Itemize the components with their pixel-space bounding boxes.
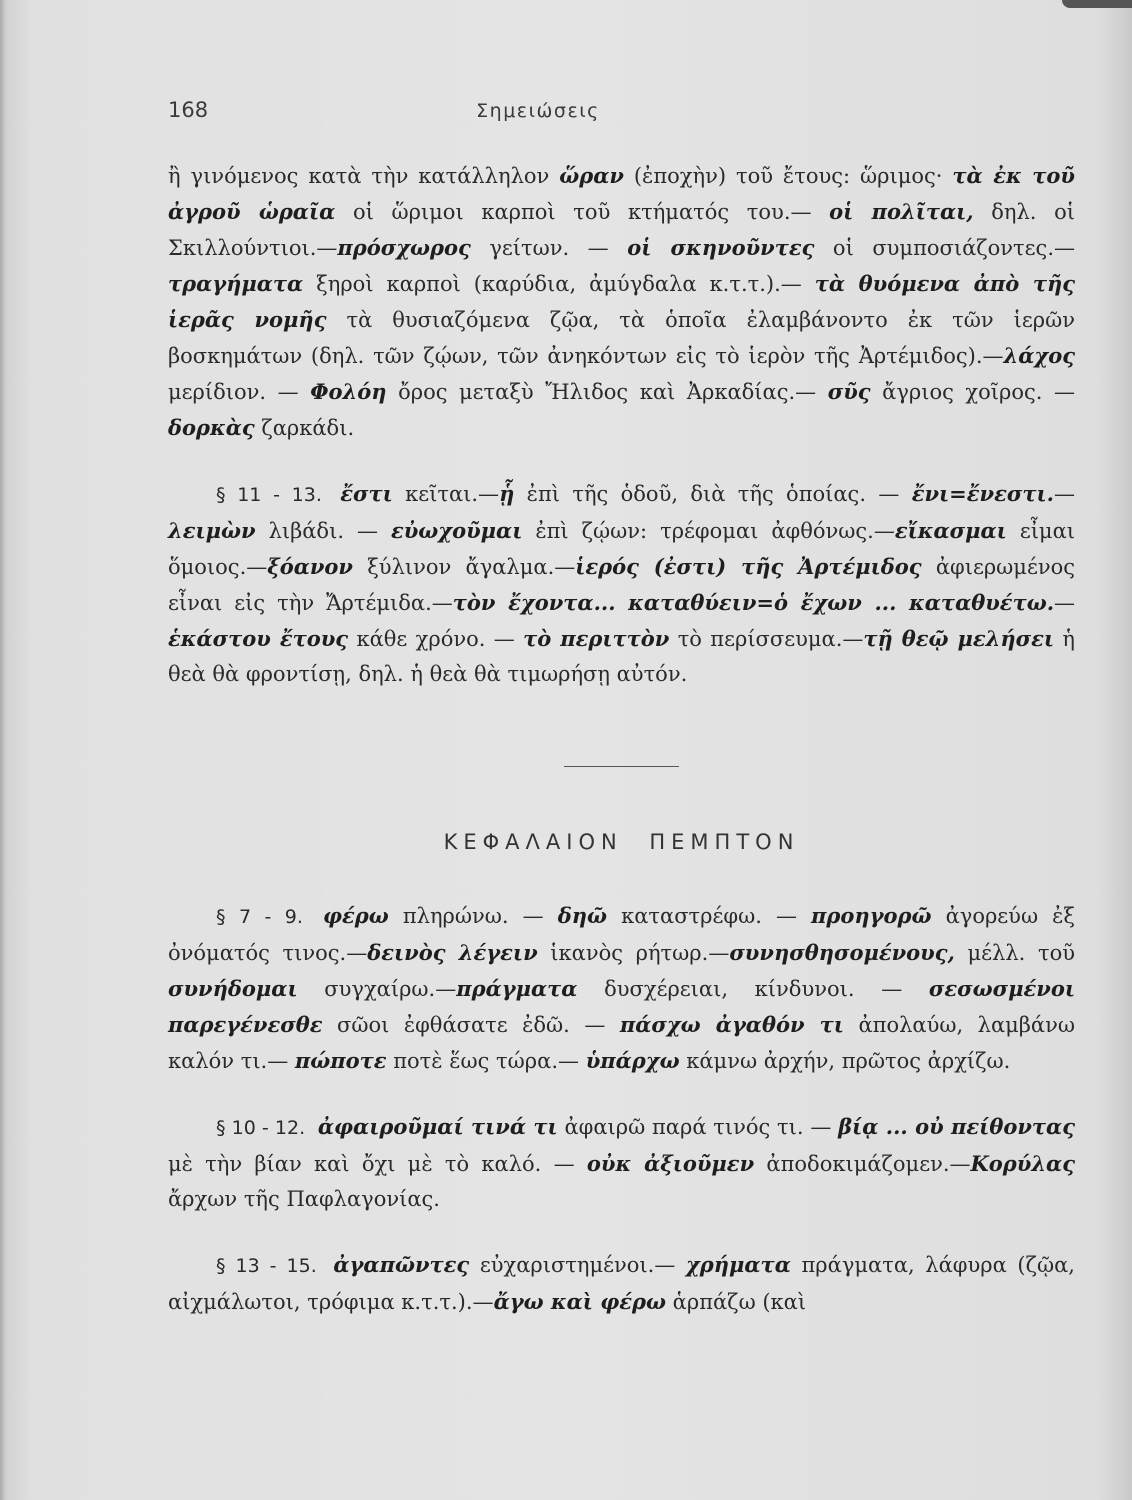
gloss-text: ξηροὶ καρποὶ (καρύδια, ἀμύγδαλα κ.τ.τ.).— bbox=[303, 272, 815, 296]
glossed-term: ξόανον bbox=[267, 554, 354, 579]
glossed-term: χρήματα bbox=[685, 1252, 791, 1277]
gloss-text: πράγματα, λάφυρα (ζῷα, αἰχμάλωτοι, τρόφιμα κ.τ.τ.).— bbox=[168, 1253, 1075, 1314]
glossed-term: οἱ πολῖται, bbox=[829, 199, 974, 224]
paragraph-gap bbox=[168, 1217, 1075, 1247]
note-paragraph-section bbox=[168, 1247, 1075, 1320]
glossed-term: πρόσχωρος bbox=[337, 235, 471, 260]
gloss-text: ἄρχων τῆς Παφλαγονίας. bbox=[168, 1187, 440, 1211]
glossed-term: ὥραν bbox=[559, 163, 624, 188]
gloss-text: μέλλ. τοῦ bbox=[954, 941, 1075, 965]
gloss-text: ὄρος μεταξὺ Ἤλιδος καὶ Ἀρκαδίας.— bbox=[386, 380, 828, 404]
glossed-term: συνήδομαι bbox=[168, 976, 298, 1001]
glossed-term: προηγορῶ bbox=[811, 903, 932, 928]
notes-block-top bbox=[168, 158, 1075, 692]
glossed-term: οἱ σκηνοῦντες bbox=[627, 235, 815, 260]
glossed-term: Φολόη bbox=[310, 379, 387, 404]
gloss-text: — bbox=[1054, 591, 1076, 615]
gloss-text: ἐπὶ ζῴων: τρέφομαι ἀφθόνως.— bbox=[522, 519, 895, 543]
gloss-text: πληρώνω. — bbox=[388, 904, 558, 928]
scan-corner-mark bbox=[1062, 0, 1132, 8]
note-paragraph-section bbox=[168, 476, 1075, 692]
gloss-text: ἄγριος χοῖρος. — bbox=[870, 380, 1076, 404]
glossed-term: εἴκασμαι bbox=[894, 518, 1007, 543]
paragraph-gap bbox=[168, 446, 1075, 476]
gloss-text: ξύλινον ἄγαλμα.— bbox=[353, 555, 576, 579]
gloss-text: δηλ. οἱ Σκιλλούντιοι.— bbox=[168, 200, 1075, 260]
glossed-term: ᾗ bbox=[499, 481, 515, 506]
section-ref: § 7 - 9. bbox=[216, 906, 303, 928]
gloss-text: μερίδιον. — bbox=[168, 380, 311, 404]
gloss-text: συγχαίρω.— bbox=[297, 977, 457, 1001]
glossed-term: ἀφαιροῦμαί τινά τι bbox=[317, 1114, 558, 1139]
gloss-text: ἱκανὸς ρήτωρ.— bbox=[537, 941, 730, 965]
gloss-text: οἱ συμποσιάζοντες.— bbox=[814, 236, 1075, 260]
gloss-text: — bbox=[1053, 482, 1075, 506]
page-header bbox=[168, 96, 908, 128]
glossed-term: ἱερός (ἐστι) τῆς Ἀρτέμιδος bbox=[575, 554, 922, 579]
gloss-text: εὐχαριστημένοι.— bbox=[469, 1253, 686, 1277]
gloss-text: ἢ γινόμενος κατὰ τὴν κατάλληλον bbox=[168, 164, 560, 188]
gloss-text: τὸ περίσσευμα.— bbox=[669, 627, 864, 651]
glossed-term: ὑπάρχω bbox=[585, 1048, 680, 1073]
running-head: Σημειώσεις bbox=[476, 100, 600, 122]
gloss-text: ἡ θεὰ θὰ φροντίσῃ, δηλ. ἡ θεὰ θὰ τιμωρήσῃ αὐτόν. bbox=[168, 627, 1075, 686]
gloss-text: κάθε χρόνο. — bbox=[348, 627, 524, 651]
gloss-text: ἀποδοκιμάζομεν.— bbox=[754, 1152, 971, 1176]
glossed-term: τῇ θεῷ μελήσει bbox=[863, 626, 1055, 651]
gloss-text: ζαρκάδι. bbox=[254, 416, 355, 440]
glossed-term: δηῶ bbox=[557, 903, 608, 928]
page-edge-shadow bbox=[0, 0, 6, 1500]
gloss-text: ἀπολαύω, λαμβάνω καλόν τι.— bbox=[168, 1013, 1075, 1073]
glossed-term: ἔστι bbox=[340, 481, 393, 506]
glossed-term: πράγματα bbox=[456, 976, 578, 1001]
section-ref: § 10 - 12. bbox=[216, 1117, 306, 1139]
glossed-term: τὰ θυόμενα ἀπὸ τῆς ἱερᾶς νομῆς bbox=[168, 271, 1076, 332]
glossed-term: ἄγω καὶ φέρω bbox=[493, 1289, 666, 1314]
glossed-term: δεινὸς λέγειν bbox=[367, 940, 538, 965]
chapter-title: ΚΕΦΑΛΑΙΟΝ ΠΕΜΠΤΟΝ bbox=[443, 830, 800, 854]
glossed-term: οὐκ ἀξιοῦμεν bbox=[586, 1151, 755, 1176]
glossed-term: συνησθησομένους, bbox=[729, 940, 955, 965]
glossed-term: πάσχω ἀγαθόν τι bbox=[619, 1012, 844, 1037]
gloss-text: ἀφαιρῶ παρά τινός τι. — bbox=[557, 1115, 839, 1139]
section-divider-rule bbox=[564, 766, 679, 767]
glossed-term: πώποτε bbox=[294, 1048, 387, 1073]
gloss-text: (ἐποχὴν) τοῦ ἔτους: ὥριμος· bbox=[623, 164, 953, 188]
gloss-text: μὲ τὴν βίαν καὶ ὄχι μὲ τὸ καλό. — bbox=[168, 1152, 587, 1176]
gloss-text: δυσχέρειαι, κίνδυνοι. — bbox=[577, 977, 929, 1001]
gloss-text: κεῖται.— bbox=[392, 482, 500, 506]
glossed-term: δορκὰς bbox=[168, 415, 255, 440]
gloss-text: λιβάδι. — bbox=[255, 519, 391, 543]
gloss-text: γείτων. — bbox=[470, 236, 628, 260]
section-ref: § 13 - 15. bbox=[216, 1255, 317, 1277]
gloss-text: καταστρέφω. — bbox=[607, 904, 812, 928]
note-paragraph bbox=[168, 158, 1075, 446]
glossed-term: τὸ περιττὸν bbox=[523, 626, 670, 651]
gloss-text: ἀφιερωμένος εἶναι εἰς τὴν Ἄρτέμιδα.— bbox=[168, 555, 1075, 615]
glossed-term: εὐωχοῦμαι bbox=[390, 518, 523, 543]
paragraph-gap bbox=[168, 1079, 1075, 1109]
gloss-text: εἶμαι ὅμοιος.— bbox=[168, 519, 1075, 579]
glossed-term: Κορύλας bbox=[970, 1151, 1075, 1176]
gloss-text: ποτὲ ἕως τώρα.— bbox=[386, 1049, 586, 1073]
glossed-term: βίᾳ ... οὐ πείθοντας bbox=[838, 1114, 1076, 1139]
gloss-text: ἀγορεύω ἐξ ὀνόματός τινος.— bbox=[168, 904, 1075, 965]
gloss-text: σῶοι ἐφθάσατε ἐδῶ. — bbox=[322, 1013, 620, 1037]
glossed-term: λειμὼν bbox=[168, 518, 256, 543]
page-number: 168 bbox=[168, 98, 209, 122]
glossed-term: σεσωσμένοι παρεγένεσθε bbox=[168, 976, 1075, 1037]
gloss-text: τὰ θυσιαζόμενα ζῷα, τὰ ὁποῖα ἐλαμβάνοντο ἐκ τῶν ἱερῶν βοσκημάτων (δηλ. τῶν ζῴων, τῶν ἀνηκόντων εἰς τὸ ἱερὸν τῆς Ἀρτέμιδος).— bbox=[168, 308, 1075, 368]
glossed-term: τραγήματα bbox=[168, 271, 304, 296]
note-paragraph-section bbox=[168, 1109, 1075, 1217]
gloss-text: κάμνω ἀρχήν, πρῶτος ἀρχίζω. bbox=[679, 1049, 1011, 1073]
glossed-term: σῦς bbox=[827, 379, 871, 404]
glossed-term: τὸν ἔχοντα... καταθύειν=ὁ ἔχων ... καταθυέτω. bbox=[452, 590, 1055, 615]
notes-block-bottom bbox=[168, 898, 1075, 1320]
glossed-term: ἑκάστου ἔτους bbox=[168, 626, 349, 651]
glossed-term: λάχος bbox=[1003, 343, 1075, 368]
gloss-text: ἁρπάζω (καὶ bbox=[666, 1290, 807, 1314]
glossed-term: ἔνι=ἔνεστι. bbox=[911, 481, 1054, 506]
glossed-term: τὰ ἐκ τοῦ ἀγροῦ ὡραῖα bbox=[168, 163, 1075, 224]
note-paragraph-section bbox=[168, 898, 1075, 1079]
gloss-text: οἱ ὥριμοι καρποὶ τοῦ κτήματός του.— bbox=[335, 200, 830, 224]
glossed-term: ἀγαπῶντες bbox=[333, 1252, 470, 1277]
section-ref: § 11 - 13. bbox=[216, 484, 322, 506]
gloss-text: ἐπὶ τῆς ὁδοῦ, διὰ τῆς ὁποίας. — bbox=[514, 482, 912, 506]
glossed-term: φέρω bbox=[323, 903, 389, 928]
